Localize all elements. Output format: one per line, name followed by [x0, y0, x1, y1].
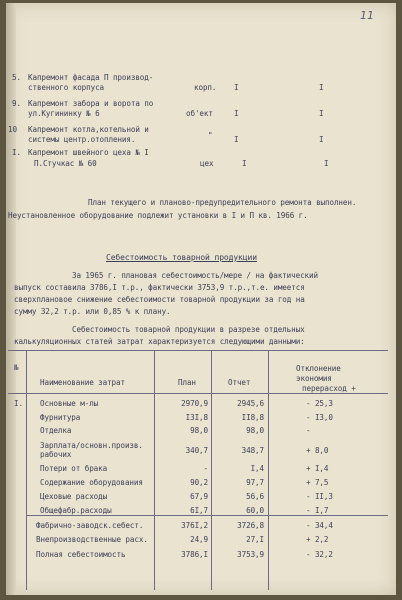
- plan-note: План текущего и планово-предупредительного ремонта выполнен.: [88, 198, 357, 207]
- paragraph-line: Себестоимость товарной продукции в разрезе отдельных: [72, 325, 305, 334]
- row-name: Фурнитура: [40, 413, 81, 422]
- item-title: Капремонт фасада П производ-: [28, 73, 154, 82]
- row-name: Основные м-лы: [40, 399, 99, 408]
- table-subtotal-rule: [26, 515, 388, 516]
- table-column-rule: [154, 350, 155, 590]
- item-number: 9.: [12, 99, 21, 108]
- row-fact: I,4: [250, 464, 264, 473]
- row-deviation: + 8,0: [306, 446, 329, 455]
- row-plan: 2970,9: [181, 399, 208, 408]
- row-plan: 6I,7: [190, 506, 208, 515]
- item-fact: I: [319, 83, 324, 92]
- row-plan: 24,9: [190, 535, 208, 544]
- header-deviation: перерасход +: [302, 384, 356, 393]
- item-unit: корп.: [194, 83, 217, 92]
- item-title: Капремонт забора и ворота по: [28, 99, 154, 108]
- row-plan: I3I,8: [185, 413, 208, 422]
- row-fact: 56,6: [246, 492, 264, 501]
- row-number: I.: [14, 399, 23, 408]
- row-name: Потери от брака: [40, 464, 108, 473]
- paragraph-line: сумму 32,2 т.р. или 0,85 % к плану.: [14, 307, 171, 316]
- row-fact: 2945,6: [237, 399, 264, 408]
- item-unit: ": [208, 131, 213, 140]
- table-column-rule: [268, 350, 269, 590]
- table-column-rule: [26, 350, 27, 590]
- item-unit: об'ект: [186, 109, 213, 118]
- header-deviation: Отклонение: [296, 364, 341, 373]
- row-name: Отделка: [40, 426, 72, 435]
- row-plan: -: [203, 464, 208, 473]
- item-fact: I: [324, 159, 329, 168]
- row-name: Внепроизводственные расх.: [36, 535, 148, 544]
- row-name: Полная себестоимость: [36, 550, 126, 559]
- item-plan: I: [242, 159, 247, 168]
- item-plan: I: [234, 109, 239, 118]
- row-deviation: -: [306, 426, 311, 435]
- item-number: I.: [12, 148, 21, 157]
- row-fact: 348,7: [241, 446, 264, 455]
- row-fact: 97,7: [246, 478, 264, 487]
- paragraph-line: калькуляционных статей затрат характеризуется следующими данными:: [14, 337, 305, 346]
- row-fact: 60,0: [246, 506, 264, 515]
- row-name: Содержание оборудования: [40, 478, 143, 487]
- row-name: Цеховые расходы: [40, 492, 108, 501]
- document-page: [6, 3, 396, 595]
- item-title: ул.Кугининку № 6: [28, 109, 100, 118]
- table-top-rule: [8, 350, 388, 351]
- row-name: Фабрично-заводск.себест.: [36, 521, 144, 530]
- row-plan: 3786,I: [181, 550, 208, 559]
- row-deviation: + I,4: [306, 464, 329, 473]
- header-fact: Отчет: [228, 378, 251, 387]
- item-title: ственного корпуса: [28, 83, 105, 92]
- header-name: Наименование затрат: [40, 378, 125, 387]
- item-title: Капремонт швейного цеха № I: [28, 148, 149, 157]
- item-fact: I: [319, 135, 324, 144]
- row-deviation: + 7,5: [306, 478, 329, 487]
- row-fact: 3726,8: [237, 521, 264, 530]
- row-name: Зарплата/основн.произв.: [40, 441, 143, 450]
- row-plan: 98,0: [190, 426, 208, 435]
- row-fact: 98,0: [246, 426, 264, 435]
- plan-note: Неустановленное оборудование подлежит установки в I и П кв. 1966 г.: [8, 211, 308, 220]
- item-plan: I: [234, 135, 239, 144]
- item-plan: I: [234, 83, 239, 92]
- header-number: №: [14, 363, 19, 372]
- row-deviation: - 34,4: [306, 521, 333, 530]
- row-deviation: - I3,0: [306, 413, 333, 422]
- row-deviation: - 25,3: [306, 399, 333, 408]
- row-name: рабочих: [40, 450, 72, 459]
- item-title: системы центр.отопления.: [28, 135, 136, 144]
- row-deviation: - 32,2: [306, 550, 333, 559]
- row-deviation: + 2,2: [306, 535, 329, 544]
- page-number: 11: [360, 9, 374, 22]
- row-name: Общефабр.расходы: [40, 506, 112, 515]
- item-title: П.Стучкас № 60: [34, 159, 97, 168]
- item-number: 5.: [12, 73, 21, 82]
- row-deviation: - II,3: [306, 492, 333, 501]
- paragraph-line: выпуск составила 3786,I т.р., фактически 3753,9 т.р.,т.е. имеется: [14, 283, 305, 292]
- row-fact: II8,8: [241, 413, 264, 422]
- row-plan: 90,2: [190, 478, 208, 487]
- item-number: 10: [8, 125, 17, 134]
- header-deviation: экономия: [296, 374, 332, 383]
- row-fact: 3753,9: [237, 550, 264, 559]
- item-title: Капремонт котла,котельной и: [28, 125, 149, 134]
- paragraph-line: За 1965 г. плановая себестоимость/мере / на фактический: [72, 271, 318, 280]
- table-header-rule: [8, 393, 388, 394]
- row-fact: 27,I: [246, 535, 264, 544]
- row-plan: 340,7: [185, 446, 208, 455]
- header-plan: План: [178, 378, 196, 387]
- item-fact: I: [319, 109, 324, 118]
- row-plan: 376I,2: [181, 521, 208, 530]
- row-deviation: - I,7: [306, 506, 329, 515]
- row-plan: 67,9: [190, 492, 208, 501]
- paragraph-line: сверхплановое снижение себестоимости товарной продукции за год на: [14, 295, 305, 304]
- table-column-rule: [211, 350, 212, 590]
- section-title: Себестоимость товарной продукции: [106, 253, 257, 262]
- item-unit: цех: [200, 159, 214, 168]
